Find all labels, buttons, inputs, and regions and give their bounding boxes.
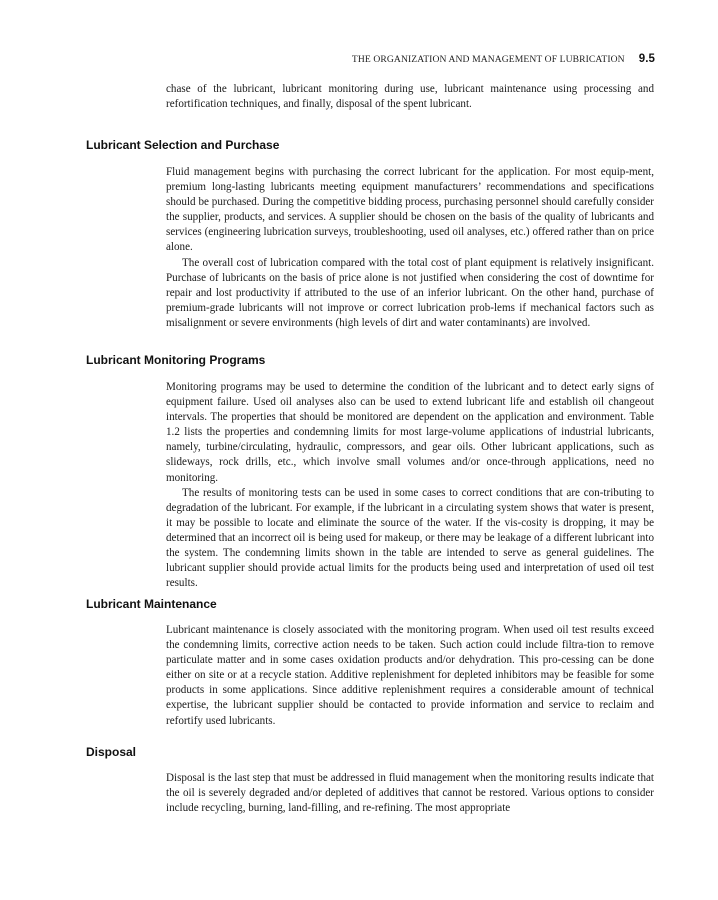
paragraph: chase of the lubricant, lubricant monitoring during use, lubricant maintenance using processing and refortification techniques, and finally, disposal of the spent lubricant. [166, 83, 654, 111]
paragraph: Disposal is the last step that must be addressed in fluid management when the monitoring results indicate that the oil is severely degraded and/or depleted of additives that cannot be restored. Various options to consider include recycling, burning, land-filling, and re-refining. The most appropriate [166, 772, 654, 815]
section-heading-maintenance: Lubricant Maintenance [86, 597, 217, 611]
paragraph: The overall cost of lubrication compared with the total cost of plant equipment is relatively insignificant. Purchase of lubricants on the basis of price alone is not justified when considering the cost of downtime for repair and lost productivity if attributed to the use of an inferior lubricant. On the other hand, purchase of premium-grade lubricants will not improve or correct lubrication prob-lems if mechanical factors such as misalignment or severe environments (high levels of dirt and water contaminants) are involved. [166, 256, 654, 329]
running-head [0, 53, 655, 65]
paragraph: Monitoring programs may be used to determine the condition of the lubricant and to detect early signs of equipment failure. Used oil analyses also can be used to extend lubricant life and establish oil changeout intervals. The properties that should be monitored are dependent on the application and environment. Table 1.2 lists the properties and condemning limits for most large-volume applications of industrial lubricants, namely, turbine/circulating, hydraulic, compressors, and gear oils. Other lubricant applications, such as slideways, rock drills, etc., which involve small volumes and/or once-through applications, need no monitoring. [166, 381, 654, 484]
intro-text [166, 82, 654, 112]
paragraph: Fluid management begins with purchasing the correct lubricant for the application. For most equip-ment, premium long-lasting lubricants meeting equipment manufacturers’ recommendations and specifications should be purchased. During the competitive bidding process, purchasing personnel should carefully consider the supplier, products, and services. A supplier should be chosen on the basis of the quality of lubricants and services (engineering lubrication surveys, troubleshooting, used oil analyses, etc.) offered rather than on price alone. [166, 166, 654, 254]
section-body-selection-purchase [166, 165, 654, 331]
section-heading-monitoring-programs: Lubricant Monitoring Programs [86, 353, 266, 367]
paragraph: Lubricant maintenance is closely associated with the monitoring program. When used oil test results exceed the condemning limits, corrective action needs to be taken. Such action could include filtra-tion to remove particulate matter and in some cases oxidation products and/or dehydration. This pro-cessing can be done either on site or at a recycle station. Additive replenishment for depleted inhibitors may be feasible for some products in some applications. Since additive replenishment requires a considerable amount of technical expertise, the lubricant supplier should be contacted to provide information and service to reclaim and refortify used lubricants. [166, 624, 654, 727]
paragraph: The results of monitoring tests can be used in some cases to correct conditions that are con-tributing to degradation of the lubricant. For example, if the lubricant in a circulating system shows that water is present, it may be possible to locate and eliminate the source of the water. If the vis-cosity is dropping, it may be determined that an incorrect oil is being used for makeup, or there may be leakage of a different lubricant into the system. The condemning limits shown in the table are intended to serve as general guidelines. The lubricant supplier should provide actual limits for the products being used and interpretation of used oil test results. [166, 486, 654, 590]
section-heading-selection-purchase: Lubricant Selection and Purchase [86, 138, 280, 152]
page-number: 9.5 [638, 53, 655, 65]
section-body-monitoring-programs [166, 380, 654, 591]
running-head-title: THE ORGANIZATION AND MANAGEMENT OF LUBRICATION [351, 54, 625, 65]
section-body-disposal [166, 771, 654, 816]
section-heading-disposal: Disposal [86, 745, 137, 759]
section-body-maintenance [166, 623, 654, 729]
